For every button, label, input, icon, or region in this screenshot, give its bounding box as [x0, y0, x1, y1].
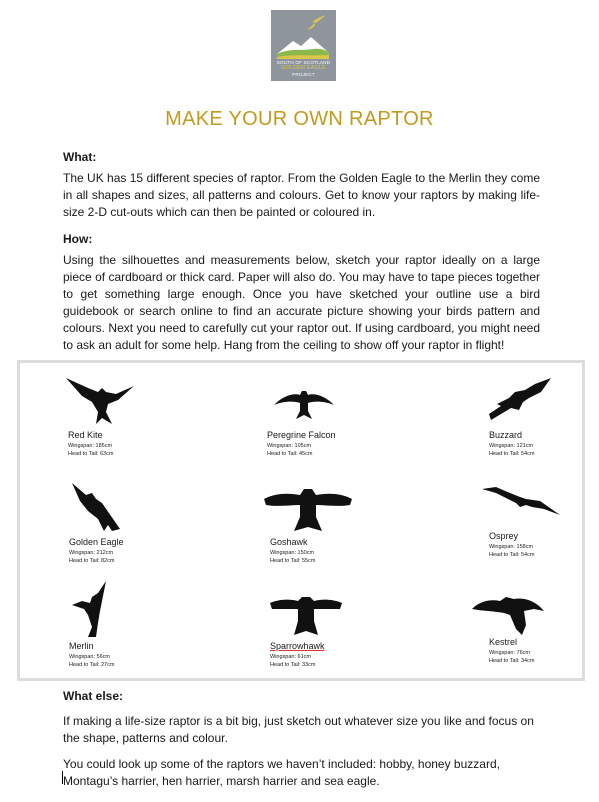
bird-head-to-tail: Head to Tail: 63cm	[68, 451, 114, 457]
kestrel-silhouette-icon	[470, 591, 546, 637]
bird-name: Red Kite	[68, 430, 103, 440]
logo-line-1: SOUTH OF SCOTLAND	[276, 60, 331, 65]
bird-head-to-tail: Head to Tail: 54cm	[489, 451, 535, 457]
bird-wingspan: Wingspan: 212cm	[69, 550, 114, 556]
bird-wingspan: Wingspan: 61cm	[270, 654, 311, 660]
merlin-silhouette-icon	[66, 579, 114, 639]
bird-head-to-tail: Head to Tail: 45cm	[267, 451, 313, 457]
bird-name: Sparrowhawk	[270, 641, 325, 651]
text-cursor	[62, 771, 63, 784]
page-title: MAKE YOUR OWN RAPTOR	[165, 108, 434, 130]
bird-name: Peregrine Falcon	[267, 430, 336, 440]
bird-wingspan: Wingspan: 76cm	[489, 650, 530, 656]
red-kite-silhouette-icon	[62, 372, 142, 427]
raptor-silhouettes-panel	[17, 360, 585, 681]
bird-name: Osprey	[489, 531, 519, 541]
bird-name: Merlin	[69, 641, 94, 651]
golden-eagle-silhouette-icon	[68, 481, 124, 535]
what-else-paragraph-1: If making a life-size raptor is a bit big, just sketch out whatever size you like and focus on the shape, patterns and colour.	[63, 714, 534, 745]
bird-wingspan: Wingspan: 158cm	[489, 544, 534, 550]
goshawk-silhouette-icon	[262, 487, 354, 533]
bird-name: Buzzard	[489, 430, 523, 440]
bird-name: Golden Eagle	[69, 537, 124, 547]
osprey-silhouette-icon	[480, 483, 564, 519]
what-else-paragraph-2: You could look up some of the raptors we haven’t included: hobby, honey buzzard, Montagu’s harrier, hen harrier, marsh harrier and sea eagle.	[63, 757, 500, 788]
bird-head-to-tail: Head to Tail: 27cm	[69, 662, 115, 668]
what-heading: What:	[63, 150, 97, 164]
bird-wingspan: Wingspan: 105cm	[267, 443, 312, 449]
logo-line-2: GOLDEN EAGLE	[281, 65, 326, 71]
bird-name: Kestrel	[489, 637, 518, 647]
project-logo	[271, 10, 336, 81]
what-else-heading: What else:	[63, 689, 124, 703]
bird-head-to-tail: Head to Tail: 55cm	[270, 558, 316, 564]
bird-head-to-tail: Head to Tail: 34cm	[489, 658, 535, 664]
bird-wingspan: Wingspan: 150cm	[270, 550, 315, 556]
how-heading: How:	[63, 232, 93, 246]
what-paragraph: The UK has 15 different species of raptor. From the Golden Eagle to the Merlin they come in all shapes and sizes, all patterns and colours. Get to know your raptors by making life-size 2-D cut-outs which can then be painted or coloured in.	[63, 171, 540, 219]
bird-wingspan: Wingspan: 121cm	[489, 443, 534, 449]
bird-wingspan: Wingspan: 185cm	[68, 443, 113, 449]
bird-wingspan: Wingspan: 56cm	[69, 654, 110, 660]
how-paragraph: Using the silhouettes and measurements below, sketch your raptor ideally on a large piece of cardboard or thick card. Paper will also do. You may have to tape pieces together to get something large enough. Once you have sketched your outline use a bird guidebook or search online to find an accurate picture showing your birds pattern and colours. Next you need to carefully cut your raptor out. If using cardboard, you might need to ask an adult for some help. Hang from the ceiling to show off your raptor in flight!	[63, 253, 540, 352]
bird-head-to-tail: Head to Tail: 54cm	[489, 552, 535, 558]
peregrine-falcon-silhouette-icon	[272, 385, 336, 421]
sparrowhawk-silhouette-icon	[268, 593, 344, 637]
buzzard-silhouette-icon	[485, 376, 555, 424]
logo-line-3: PROJECT	[292, 72, 315, 77]
bird-head-to-tail: Head to Tail: 82cm	[69, 558, 115, 564]
bird-name: Goshawk	[270, 537, 308, 547]
bird-head-to-tail: Head to Tail: 33cm	[270, 662, 316, 668]
